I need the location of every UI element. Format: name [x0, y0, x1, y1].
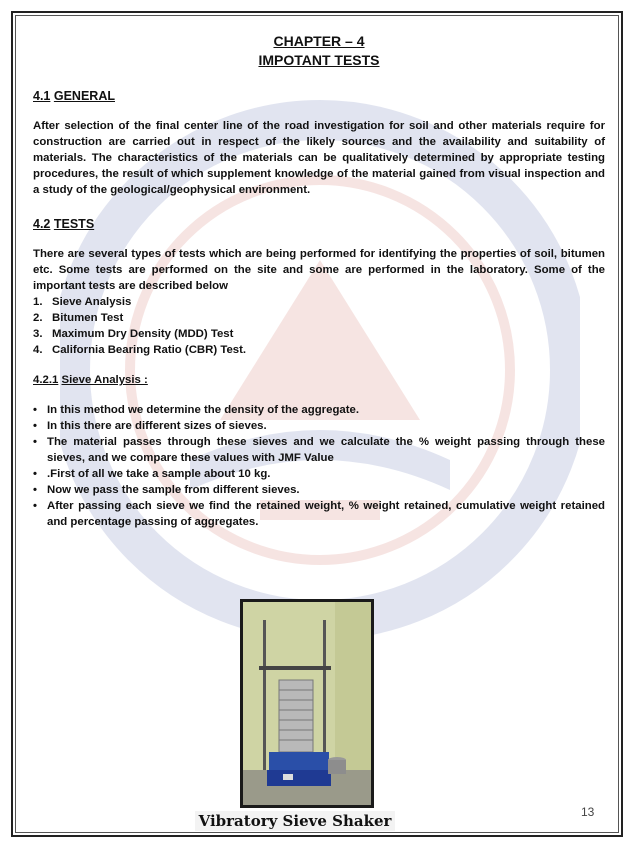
- list-item: • The material passes through these sieves and we calculate the % weight passing through these sieves, and we compare these values with JMF Value: [33, 434, 605, 466]
- figure-caption: Vibratory Sieve Shaker: [195, 811, 395, 831]
- general-paragraph: After selection of the final center line of the road investigation for soil and other materials require for construction are carried out in respect of the likely sources and the availability and suitability of materials. The characteristics of the materials can be qualitatively determined by appropriate testing procedures, the result of which supplement knowledge of the material gained from visual inspection and a study of the geological/geophysical environment.: [33, 120, 605, 196]
- tests-paragraph: There are several types of tests which are being performed for identifying the properties of soil, bitumen etc. Some tests are performed on the site and some are performed in the laboratory. Some of the important tests are described below: [33, 248, 605, 292]
- list-item: 4. California Bearing Ratio (CBR) Test.: [33, 344, 247, 356]
- section-number: 4.2: [33, 217, 51, 231]
- document-body: [33, 32, 605, 530]
- section-label: TESTS: [53, 217, 95, 231]
- sieve-shaker-photo: [240, 599, 374, 808]
- list-item: • Now we pass the sample from different sieves.: [33, 482, 605, 498]
- subsection-label: Sieve Analysis :: [61, 374, 148, 386]
- list-item: 2. Bitumen Test: [33, 312, 124, 324]
- page-number: 13: [581, 805, 595, 819]
- subsection-heading-sieve: [33, 372, 605, 388]
- list-item: • .First of all we take a sample about 10 kg.: [33, 466, 605, 482]
- list-item: • In this there are different sizes of sieves.: [33, 418, 605, 434]
- list-item: 3. Maximum Dry Density (MDD) Test: [33, 328, 234, 340]
- list-item: 1. Sieve Analysis: [33, 296, 132, 308]
- sieve-bullet-list: [33, 402, 605, 530]
- section-number: 4.1: [33, 89, 51, 103]
- list-item: • After passing each sieve we find the retained weight, % weight retained, cumulative weight retained and percentage passing of aggregates.: [33, 498, 605, 530]
- section-heading-tests: [33, 216, 605, 232]
- sieve-shaker-illustration: [243, 602, 371, 805]
- tests-list: [33, 294, 605, 358]
- list-item: • In this method we determine the density of the aggregate.: [33, 402, 605, 418]
- section-heading-general: [33, 88, 605, 104]
- section-label: GENERAL: [53, 89, 115, 103]
- subsection-number: 4.2.1: [33, 374, 59, 386]
- chapter-heading: CHAPTER – 4: [273, 33, 365, 49]
- chapter-title: IMPOTANT TESTS: [258, 52, 380, 68]
